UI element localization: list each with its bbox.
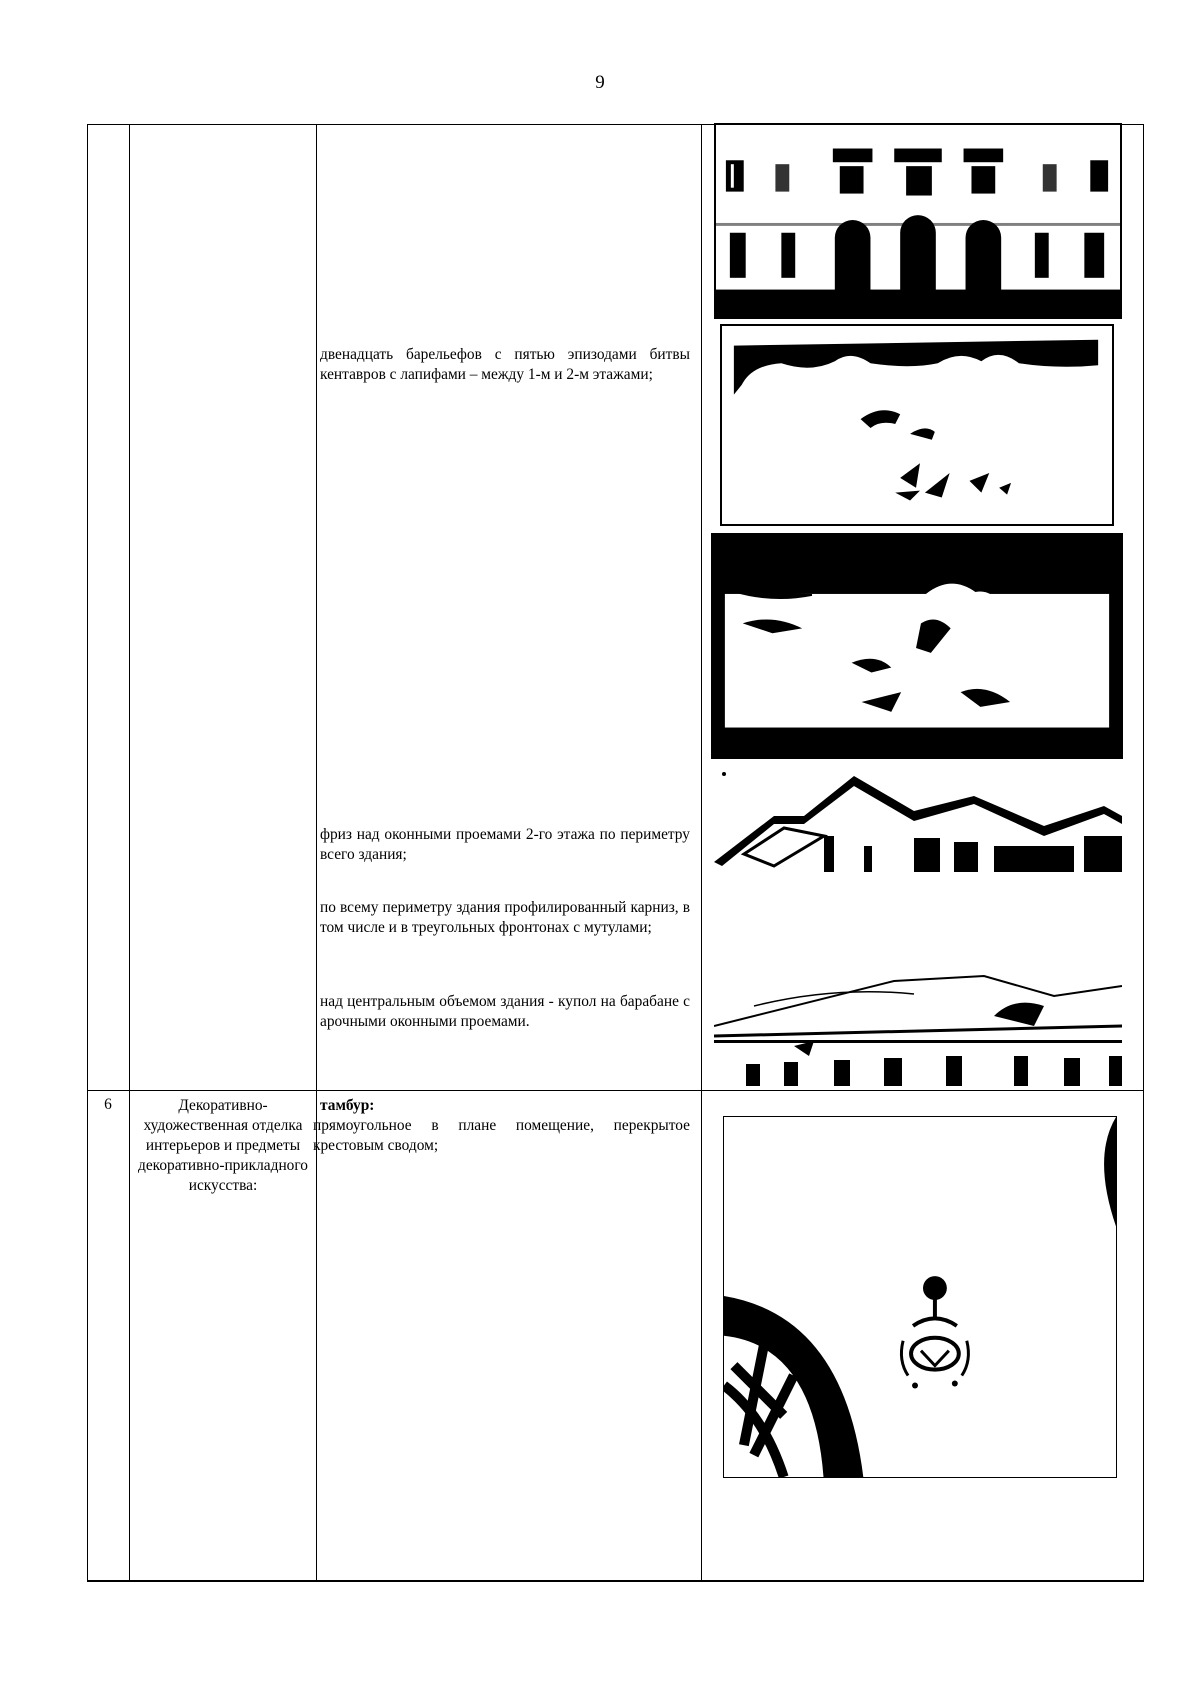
column-border-description (701, 124, 702, 1581)
building-facade-photo (714, 123, 1122, 319)
bas-relief-photo-1 (720, 324, 1114, 526)
bas-reliefs-text: двенадцать барельефов с пятью эпизодами битвы кентавров с лапифами – между 1-м и 2-м этажами; (320, 346, 690, 383)
row-number: 6 (104, 1096, 112, 1113)
page-number: 9 (595, 72, 605, 93)
bas-relief-photo-2 (711, 533, 1123, 759)
dome-photo (714, 876, 1122, 1090)
row-separator (87, 1090, 1144, 1091)
chandelier-photo (723, 1116, 1117, 1478)
column-border-number (129, 124, 130, 1581)
dome-text: над центральным объемом здания - купол на барабане с арочными оконными проемами. (320, 993, 690, 1030)
vestibule-text: прямоугольное в плане помещение, перекрытое крестовым сводом; (313, 1117, 690, 1154)
heritage-table (87, 124, 1144, 1581)
table-bottom-border (87, 1580, 1144, 1582)
category-cell: Декоративно-художественная отделка интерьеров и предметы декоративно-прикладного искусства: (137, 1097, 308, 1194)
column-border-right (1143, 124, 1144, 1581)
frieze-text: фриз над оконными проемами 2-го этажа по периметру всего здания; (320, 826, 690, 863)
pediment-photo (714, 766, 1122, 872)
column-border-category (316, 124, 317, 1581)
cornice-text: по всему периметру здания профилированный карниз, в том числе и в треугольных фронтонах с мутулами; (320, 899, 690, 936)
vestibule-heading: тамбур: (320, 1097, 375, 1114)
column-border-left (87, 124, 88, 1581)
